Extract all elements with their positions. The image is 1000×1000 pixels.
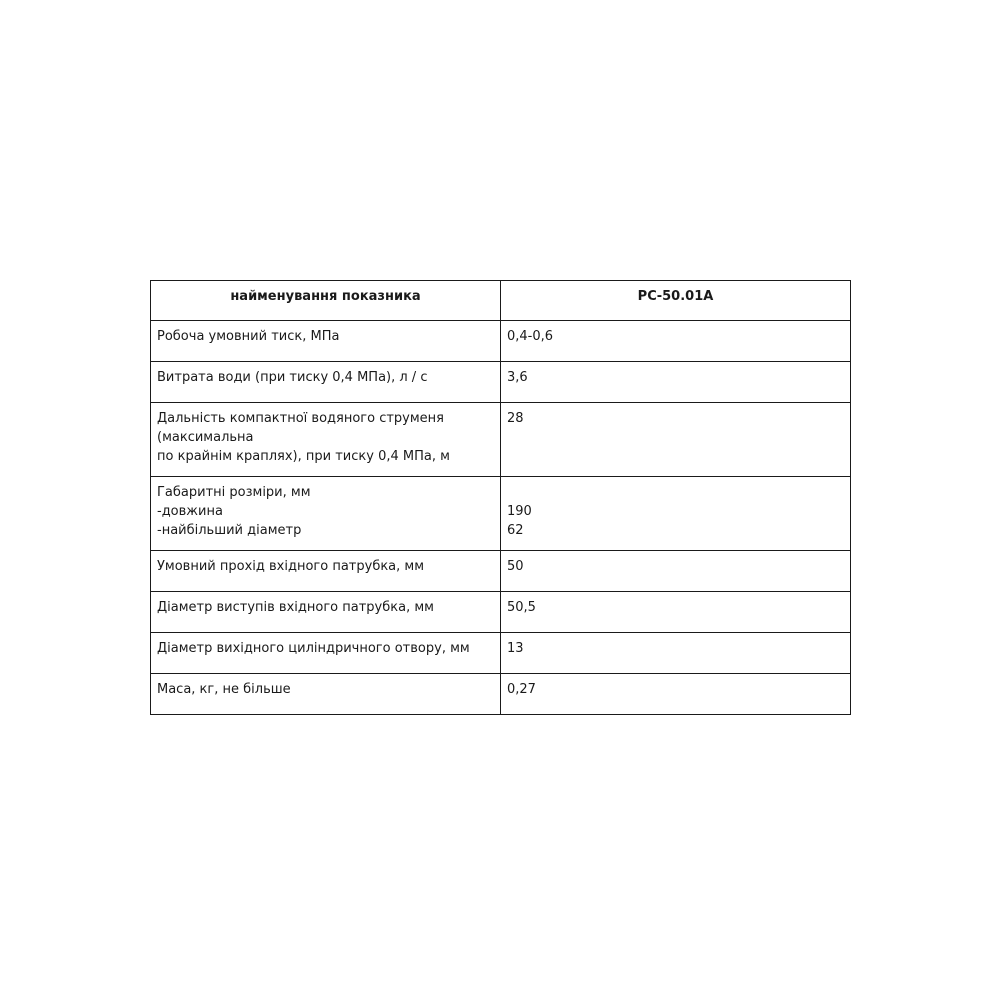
value-cell [501, 362, 851, 403]
value-cell [501, 551, 851, 592]
value-cell [501, 592, 851, 633]
value-line: 13 [507, 641, 524, 656]
table-row [151, 592, 851, 633]
table-row [151, 477, 851, 551]
table-row [151, 674, 851, 715]
header-model: РС-50.01А [501, 281, 851, 321]
value-line [507, 483, 844, 502]
param-line: (максимальна [157, 430, 254, 445]
param-cell [151, 321, 501, 362]
table-row [151, 633, 851, 674]
param-cell [151, 362, 501, 403]
param-line: -найбільший діаметр [157, 523, 302, 538]
param-line: Маса, кг, не більше [157, 682, 291, 697]
value-line: 62 [507, 523, 524, 538]
value-line: 190 [507, 504, 532, 519]
param-cell [151, 633, 501, 674]
table-row [151, 321, 851, 362]
param-cell [151, 403, 501, 477]
value-line: 0,27 [507, 682, 536, 697]
param-cell [151, 477, 501, 551]
value-line: 50 [507, 559, 524, 574]
param-line: Витрата води (при тиску 0,4 МПа), л / с [157, 370, 428, 385]
value-cell [501, 674, 851, 715]
param-line: Габаритні розміри, мм [157, 485, 311, 500]
param-line: Робоча умовний тиск, МПа [157, 329, 340, 344]
param-line: -довжина [157, 504, 223, 519]
value-cell [501, 321, 851, 362]
param-cell [151, 592, 501, 633]
value-cell [501, 477, 851, 551]
table-header-row [151, 281, 851, 321]
value-cell [501, 403, 851, 477]
param-line: Діаметр вихідного циліндричного отвору, мм [157, 641, 470, 656]
value-line: 28 [507, 411, 524, 426]
value-line: 3,6 [507, 370, 528, 385]
param-line: по крайнім краплях), при тиску 0,4 МПа, м [157, 449, 450, 464]
param-cell [151, 674, 501, 715]
table-row [151, 362, 851, 403]
value-cell [501, 633, 851, 674]
param-line: Умовний прохід вхідного патрубка, мм [157, 559, 425, 574]
param-line: Діаметр виступів вхідного патрубка, мм [157, 600, 434, 615]
table-row [151, 551, 851, 592]
value-line: 0,4-0,6 [507, 329, 554, 344]
param-cell [151, 551, 501, 592]
table-row [151, 403, 851, 477]
header-param: найменування показника [151, 281, 501, 321]
spec-table [150, 280, 851, 715]
param-line: Дальність компактної водяного струменя [157, 411, 445, 426]
value-line: 50,5 [507, 600, 536, 615]
